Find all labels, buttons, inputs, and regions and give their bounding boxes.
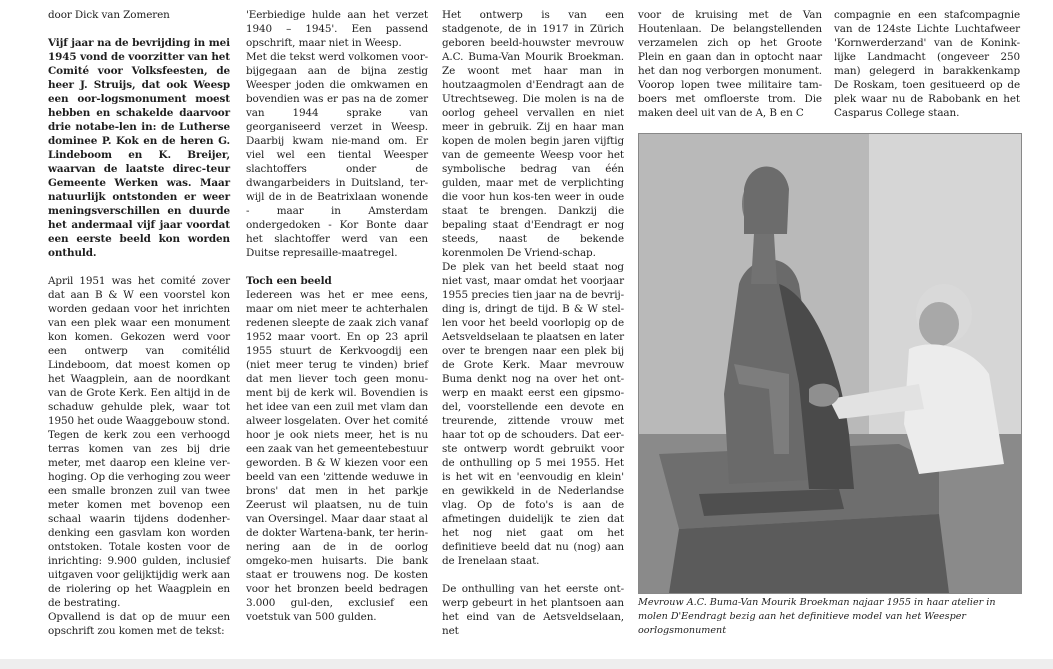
footer-band (0, 659, 1053, 669)
body-paragraph: Iedereen was het er mee eens, maar om niet meer te achterhalen redenen sleepte de zaak zich vanaf 1952 maar voort. En op 23 april 1955 stuurt de Kerkvoogdij een (niet meer terug te vinden) brief dat men liever toch geen monu-ment bij de kerk wil. Bovendien is het idee van een zuil met vlam dan alweer losgelaten. Over het comité hoor je ook niets meer, het is nu een zaak van het gemeentebestuur geworden. B & W kiezen voor een beeld van een 'zittende weduwe in brons' dat men in het parkje Zeerust wil plaatsen, nu de tuin van Oversingel. Maar daar staat al de dokter Wartena-bank, ter herin-nering aan de in de oorlog omgeko-men huisarts. Die bank staat er trouwens nog. De kosten voor het bronzen beeld bedragen 3.000 gul-den, exclusief een voetstuk van 500 gulden. (246, 289, 428, 623)
photo-caption: Mevrouw A.C. Buma-Van Mourik Broekman najaar 1955 in haar atelier in molen D'Eendragt bezig aan het definitieve model van het Weesper oorlogsmonument (638, 597, 996, 636)
byline: door Dick van Zomeren (48, 9, 170, 21)
body-paragraph: compagnie en een stafcompagnie van de 124ste Lichte Luchtafweer 'Kornwerderzand' van de Konink-lijke Landmacht (ongeveer 250 man) gelegerd in barakkenkamp De Roskam, toen gesitueerd op de plek waar nu de Rabobank en het Casparus College staan. (834, 9, 1020, 119)
column-1 (48, 8, 230, 638)
body-paragraph: De plek van het beeld staat nog niet vast, maar omdat het voorjaar 1955 precies tien jaar na de bevrij-ding is, dringt de tijd. B & W stel-len voor het beeld voorlopig op de Aetsveldselaan te plaatsen en later over te brengen naar een plek bij de Grote Kerk. Maar mevrouw Buma denkt nog na over het ont-werp en maakt eerst een gipsmo-del, voorstellende een devote en treurende, zittende vrouw met haar tot op de schouders. Dat eer-ste ontwerp wordt gebruikt voor de onthulling op 5 mei 1955. Het is het wit en 'eenvoudig en klein' en gewikkeld in de Nederlandse vlag. Op de foto's is aan de afmetingen duidelijk te zien dat het nog niet gaat om het definitieve beeld dat nu (nog) aan de Irenelaan staat. (442, 261, 624, 567)
intro-paragraph: Vijf jaar na de bevrijding in mei 1945 vond de voorzitter van het Comité voor Volksfeesten, de heer J. Struijs, dat ook Weesp een oor-logsmonument moest hebben en schakelde daarvoor drie notabe-len in: de Lutherse dominee P. Kok en de heren G. Lindeboom en K. Breijer, waarvan de laatste direc-teur Gemeente Werken was. Maar natuurlijk ontstonden er weer meningsverschillen en duurde het andermaal vijf jaar voordat een eerste beeld kon worden onthuld. (48, 37, 230, 259)
section-heading: Toch een beeld (246, 275, 332, 287)
body-paragraph: 'Eerbiedige hulde aan het verzet 1940 – 1945'. Een passend opschrift, maar niet in Weesp. (246, 9, 428, 49)
body-paragraph: April 1951 was het comité zover dat aan B & W een voorstel kon worden gedaan voor het inrichten van een plek waar een monument kon komen. Gekozen werd voor een ontwerp van comitélid Lindeboom, dat moest komen op het Waagplein, aan de noordkant van de Grote Kerk. Een altijd in de schaduw gehulde plek, waar tot 1950 het oude Waaggebouw stond. (48, 275, 230, 427)
column-2 (246, 8, 428, 624)
body-paragraph: De onthulling van het eerste ont-werp gebeurt in het plantsoen aan het eind van de Aetsveldselaan, net (442, 583, 624, 637)
body-paragraph: Tegen de kerk zou een verhoogd terras komen van zes bij drie meter, met daarop een kleine ver-hoging. Op die verhoging zou weer een smalle bronzen zuil van twee meter komen met bovenop een schaal waarin tijdens dodenher-denking een gasvlam kon worden ontstoken. Totale kosten voor de inrichting: 9.900 gulden, inclusief uitgaven voor gelijktijdig werk aan de riolering op het Waagplein en de bestrating. (48, 429, 230, 609)
column-3 (442, 8, 624, 638)
body-paragraph: voor de kruising met de Van Houtenlaan. De belangstellenden verzamelen zich op het Groote Plein en gaan dan in optocht naar het dan nog verborgen monument. Voorop lopen twee militaire tam-boers met omfloerste trom. Die maken deel uit van de A, B en C (638, 9, 822, 119)
photo-illustration (639, 134, 1021, 593)
body-paragraph: Opvallend is dat op de muur een opschrift zou komen met de tekst: (48, 611, 230, 637)
column-4 (638, 8, 822, 120)
body-paragraph: Het ontwerp is van een stadgenote, de in 1917 in Zürich geboren beeld-houwster mevrouw A.C. Buma-Van Mourik Broekman. Ze woont met haar man in houtzaagmolen d'Eendragt aan de Utrechtseweg. Die molen is na de oorlog geheel vervallen en niet meer in gebruik. Zij en haar man kopen de molen begin jaren vijftig van de gemeente Weesp voor het symbolische bedrag van één gulden, maar met de verplichting die voor hun kos-ten weer in oude staat te brengen. Dankzij die bepaling staat d'Eendragt er nog steeds, naast de bekende korenmolen De Vriend-schap. (442, 9, 624, 259)
sculptor-photo (638, 133, 1022, 594)
body-paragraph: Met die tekst werd volkomen voor-bijgegaan aan de bijna zestig Weesper joden die omkwamen en bovendien was er pas na de zomer van 1944 sprake van georganiseerd verzet in Weesp. Daarbij kwam nie-mand om. Er viel wel een tiental Weesper slachtoffers onder de dwangarbeiders in Duitsland, ter-wijl de in de Beatrixlaan wonende - maar in Amsterdam ondergedoken - Kor Bonte daar het slachtoffer werd van een Duitse represaille-maatregel. (246, 51, 428, 259)
column-5 (834, 8, 1020, 120)
